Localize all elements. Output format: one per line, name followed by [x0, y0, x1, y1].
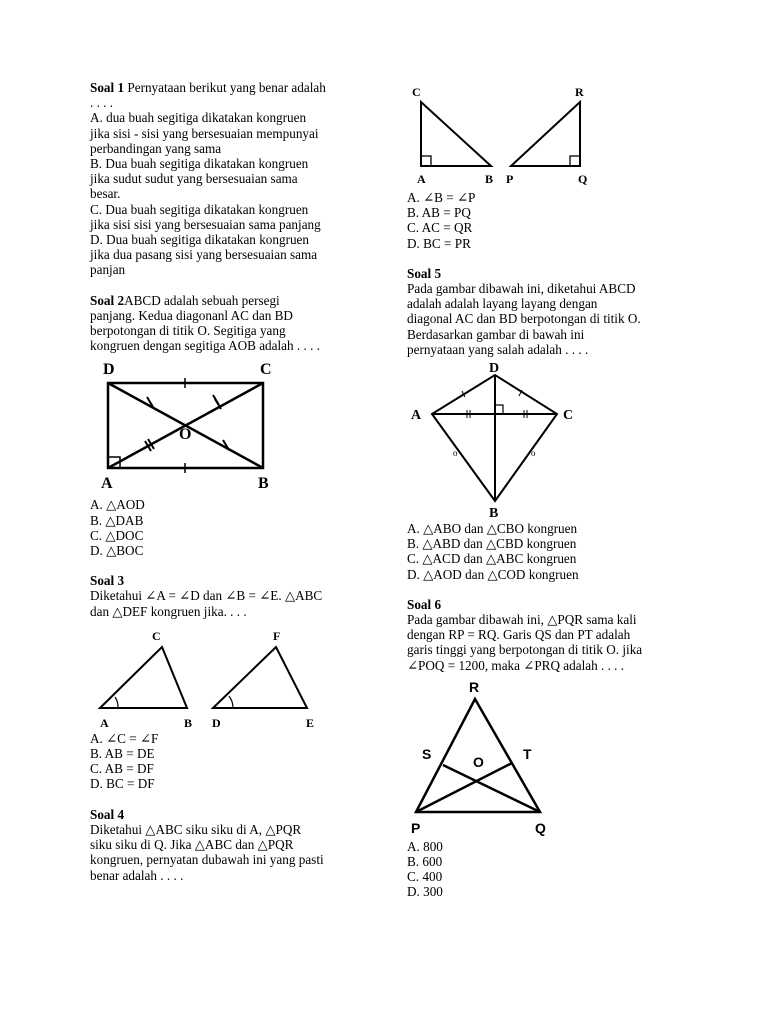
vertex-label-q: Q: [578, 172, 588, 186]
vertex-label-b: B: [489, 506, 499, 522]
vertex-label-b: B: [258, 475, 269, 493]
question-3-option: C. AB = DF: [90, 761, 154, 777]
question-1-line: B. Dua buah segitiga dikatakan kongruen: [90, 156, 309, 172]
question-4-option: D. BC = PR: [407, 235, 471, 251]
question-2-option: A. △AOD: [90, 497, 145, 513]
question-4-line: siku siku di Q. Jika △ABC dan △PQR: [90, 837, 294, 853]
center-label-o: O: [473, 753, 484, 770]
vertex-label-r: R: [575, 85, 584, 99]
question-4-option: A. ∠B = ∠P: [407, 190, 476, 205]
question-2-option: D. △BOC: [90, 543, 144, 559]
vertex-label-a: A: [100, 715, 109, 730]
vertex-label-q: Q: [535, 819, 546, 836]
vertex-label-s: S: [422, 745, 432, 762]
vertex-label-a: A: [411, 408, 422, 424]
vertex-label-p: P: [506, 172, 514, 186]
question-4: [90, 807, 375, 883]
svg-text:o: o: [531, 448, 536, 459]
question-3: [90, 573, 375, 791]
question-1-line: besar.: [90, 186, 121, 202]
question-5: [407, 266, 687, 582]
vertex-label-c: C: [152, 628, 161, 643]
rectangle-diagram: [95, 357, 295, 497]
question-1-line: panjan: [90, 262, 126, 278]
question-3-line: dan △DEF kongruen jika. . . .: [90, 603, 247, 619]
vertex-label-p: P: [411, 819, 421, 836]
question-4-line: Diketahui △ABC siku siku di A, △PQR: [90, 821, 302, 837]
question-5-line: Pada gambar dibawah ini, diketahui ABCD: [407, 281, 636, 297]
question-5-line: diagonal AC dan BD berpotongan di titik O.: [407, 311, 641, 327]
question-5-line: adalah adalah layang layang dengan: [407, 296, 598, 312]
question-4-title: Soal 4: [90, 806, 125, 822]
svg-text:o: o: [453, 448, 458, 459]
question-1: [90, 80, 375, 278]
question-6-line: Pada gambar dibawah ini, △PQR sama kali: [407, 612, 637, 628]
question-5-line: pernyataan yang salah adalah . . . .: [407, 341, 589, 357]
question-3-option: A. ∠C = ∠F: [90, 730, 159, 746]
vertex-label-c: C: [563, 408, 574, 424]
question-6-option: A. 800: [407, 838, 443, 854]
vertex-label-a: A: [417, 172, 426, 186]
vertex-label-d: D: [489, 361, 500, 377]
question-1-line: jika sisi - sisi yang bersesuaian mempunyai: [90, 125, 319, 141]
question-6-title: Soal 6: [407, 596, 442, 612]
question-1-line: A. dua buah segitiga dikatakan kongruen: [90, 110, 307, 126]
question-6-option: D. 300: [407, 884, 443, 900]
vertex-label-b: B: [184, 715, 193, 730]
question-1-line: perbandingan yang sama: [90, 140, 222, 156]
question-1-line: C. Dua buah segitiga dikatakan kongruen: [90, 201, 309, 217]
question-4-option: B. AB = PQ: [407, 205, 471, 221]
question-1-line: jika dua pasang sisi yang bersesuaian sama: [90, 247, 318, 263]
vertex-label-b: B: [485, 172, 494, 186]
question-5-option: A. △ABO dan △CBO kongruen: [407, 521, 578, 537]
question-5-line: Berdasarkan gambar di bawah ini: [407, 326, 585, 342]
vertex-label-a: A: [101, 475, 113, 493]
question-2: [90, 293, 375, 559]
question-3-option: B. AB = DE: [90, 746, 155, 762]
question-1-line: jika sisi sisi yang bersesuaian sama panjang: [90, 216, 321, 232]
question-2-option: C. △DOC: [90, 527, 144, 543]
vertex-label-d: D: [212, 715, 221, 730]
vertex-label-f: F: [273, 628, 281, 643]
two-triangles-diagram: [94, 621, 354, 731]
kite-diagram: [407, 361, 607, 521]
question-5-option: C. △ACD dan △ABC kongruen: [407, 551, 577, 567]
vertex-label-d: D: [103, 361, 115, 379]
question-2-title: Soal 2: [90, 292, 125, 308]
question-6-line: dengan RP = RQ. Garis QS dan PT adalah: [407, 627, 631, 643]
question-1-line: D. Dua buah segitiga dikatakan kongruen: [90, 232, 309, 248]
right-column: [407, 80, 687, 900]
question-2-line: berpotongan di titik O. Segitiga yang: [90, 323, 286, 339]
question-1-line: . . . .: [90, 95, 114, 111]
vertex-label-c: C: [412, 85, 421, 99]
question-1-line: Pernyataan berikut yang benar adalah: [127, 80, 326, 95]
question-6-line: ∠POQ = 1200, maka ∠PRQ adalah . . . .: [407, 657, 625, 673]
question-5-option: D. △AOD dan △COD kongruen: [407, 566, 579, 582]
center-label-o: O: [179, 426, 192, 444]
question-4-line: kongruen, pernyatan dubawah ini yang pasti: [90, 852, 324, 868]
question-6-line: garis tinggi yang berpotongan di titik O. jika: [407, 642, 643, 658]
question-1-title: Soal 1: [90, 80, 125, 95]
question-2-line: kongruen dengan segitiga AOB adalah . . . .: [90, 338, 320, 354]
question-6-option: B. 600: [407, 854, 443, 870]
vertex-label-e: E: [306, 715, 315, 730]
question-4-continued: [407, 82, 687, 251]
question-5-option: B. △ABD dan △CBD kongruen: [407, 536, 577, 552]
question-6: [407, 597, 687, 900]
left-column: [90, 80, 375, 883]
isosceles-triangle-diagram: [407, 679, 607, 839]
question-2-option: B. △DAB: [90, 512, 144, 528]
question-1-line: jika sudut sudut yang bersesuaian sama: [90, 171, 298, 187]
question-4-option: C. AC = QR: [407, 220, 473, 236]
question-5-title: Soal 5: [407, 265, 442, 281]
question-3-line: Diketahui ∠A = ∠D dan ∠B = ∠E. △ABC: [90, 588, 323, 604]
question-3-title: Soal 3: [90, 573, 125, 589]
question-2-line: panjang. Kedua diagonanl AC dan BD: [90, 307, 293, 323]
vertex-label-r: R: [469, 678, 480, 695]
question-6-option: C. 400: [407, 869, 443, 885]
vertex-label-c: C: [260, 361, 272, 379]
right-triangles-diagram: [407, 82, 607, 190]
question-4-line: benar adalah . . . .: [90, 867, 184, 883]
vertex-label-t: T: [523, 745, 532, 762]
question-2-line: ABCD adalah sebuah persegi: [124, 292, 280, 308]
question-3-option: D. BC = DF: [90, 776, 155, 792]
